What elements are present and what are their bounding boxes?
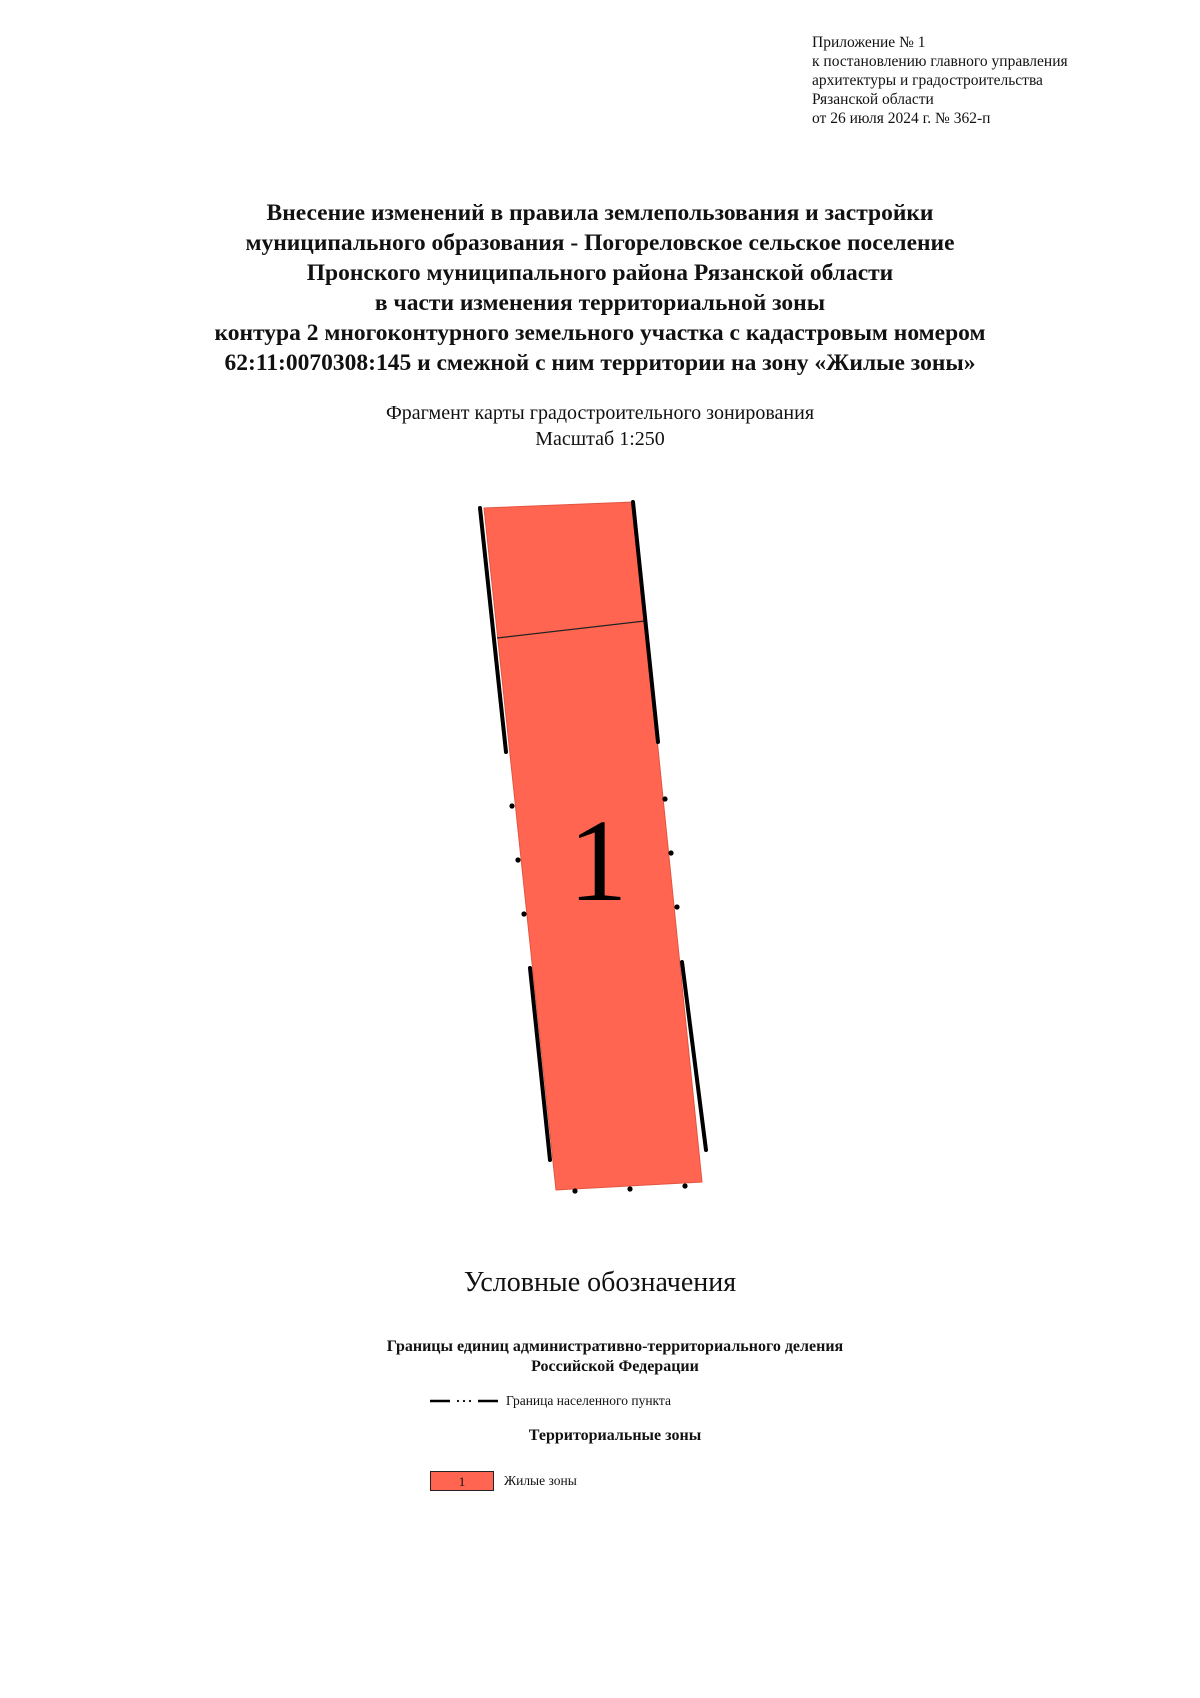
boundary-dot [521,911,526,916]
boundary-dot [668,850,673,855]
legend-group-heading: Российской Федерации [531,1358,699,1375]
annex-line: Рязанской области [812,91,934,108]
zone-number-label: 1 [568,795,628,926]
boundary-dot [572,1188,577,1193]
title-line: Внесение изменений в правила землепользования и застройки [266,200,934,226]
legend-item-residential-zone [430,1470,577,1492]
boundary-dot [627,1186,632,1191]
title-line: Пронского муниципального района Рязанской области [306,260,894,286]
legend-item-settlement-boundary [430,1390,671,1412]
zone-color-swatch: 1 [430,1471,494,1491]
title-line: в части изменения территориальной зоны [374,290,826,316]
boundary-dot [662,796,667,801]
title-line: контура 2 многоконтурного земельного участка с кадастровым номером [214,320,986,346]
annex-line: к постановлению главного управления [812,53,1068,70]
map-fragment-caption: Фрагмент карты градостроительного зонирования [385,402,815,424]
legend-item-label: Жилые зоны [504,1473,577,1488]
legend-item-label: Граница населенного пункта [506,1393,671,1408]
dash-dot-line-icon [430,1396,498,1406]
boundary-dot [682,1183,687,1188]
legend-group-heading: Территориальные зоны [528,1427,702,1444]
map-scale: Масштаб 1:250 [535,428,665,450]
boundary-dot [674,904,679,909]
title-line: муниципального образования - Погореловское сельское поселение [245,230,955,256]
legend-group-heading: Границы единиц административно-территориального деления [386,1338,844,1355]
boundary-dot [509,803,514,808]
boundary-dot [515,857,520,862]
annex-line: Приложение № 1 [812,34,926,51]
annex-line: архитектуры и градостроительства [812,72,1043,89]
title-line: 62:11:0070308:145 и смежной с ним территории на зону «Жилые зоны» [224,350,976,376]
legend-group-territorial-zones [100,1426,1130,1446]
legend-title: Условные обозначения [463,1267,737,1298]
legend-group-admin-boundaries [100,1337,1130,1377]
annex-line: от 26 июля 2024 г. № 362-п [812,110,991,127]
